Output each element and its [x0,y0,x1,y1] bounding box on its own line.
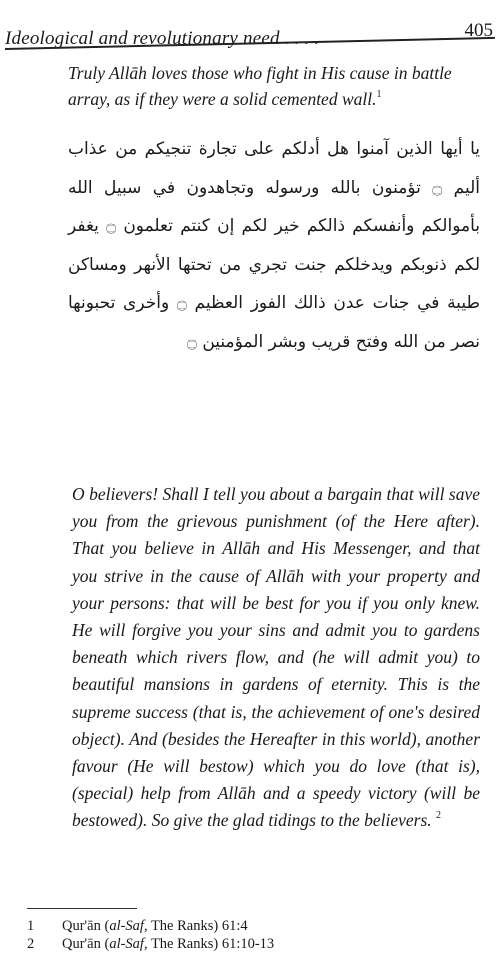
footnote-prefix: Qur'ān ( [62,936,110,952]
footnote-source: al-Saf, [109,936,148,952]
page-header [5,18,495,48]
verse-translation [72,481,480,835]
footnote-number: 1 [27,918,35,934]
arabic-verse: يا أيها الذين آمنوا هل أدلكم على تجارة تنجيكم من عذاب أليم ۝ تؤمنون بالله ورسوله وتجاهدون في سبيل الله بأموالكم وأنفسكم ذالكم خير لكم إن كنتم تعلمون ۝ يغفر لكم ذنوبكم ويدخلكم جنت تجري من تحتها الأنهر ومساكن طيبة في جنات عدن ذالك الفوز العظيم ۝ وأخرى تحبونها نصر من الله وفتح قريب وبشر المؤمنين ۝ [68,139,480,352]
footnote-ref-1: 1 [376,89,382,100]
footnote-item [27,935,487,953]
footnote-number: 2 [27,936,35,952]
verse-intro [68,60,478,112]
footnote-text [62,935,274,953]
footnote-suffix: The Ranks) 61:10-13 [147,936,275,952]
footnotes [27,917,487,953]
footnote-ref-2: 2 [436,810,442,822]
verse-intro-text: Truly Allāh loves those who fight in His cause in battle array, as if they were a solid cemented wall. [68,63,452,109]
translation-text: O believers! Shall I tell you about a bargain that will save you from the grievous punishment (of the Here after). That you believe in Allāh and His Messenger, and that you strive in the cause of Allāh with your property and your persons: that will be best for you if you only knew. He will forgive you your sins and admit you to gardens beneath which rivers flow, and (he will admit you) to beautiful mansions in gardens of eternity. This is the supreme success (that is, the achievement of one's desired object). And (besides the Hereafter in this world), another favour (He will bestow) which you do love (that is), (special) help from Allāh and a speedy victory (will be bestowed). So give the glad tidings to the believers. [72,484,480,831]
footnote-rule [27,908,137,909]
footnote-prefix: Qur'ān ( [62,918,110,934]
footnote-text [62,917,248,935]
footnote-source: al-Saf, [109,918,148,934]
footnote-suffix: The Ranks) 61:4 [147,918,248,934]
footnote-item [27,917,487,935]
page-number: 405 [464,20,493,41]
running-head: Ideological and revolutionary need . . . . [5,28,320,49]
